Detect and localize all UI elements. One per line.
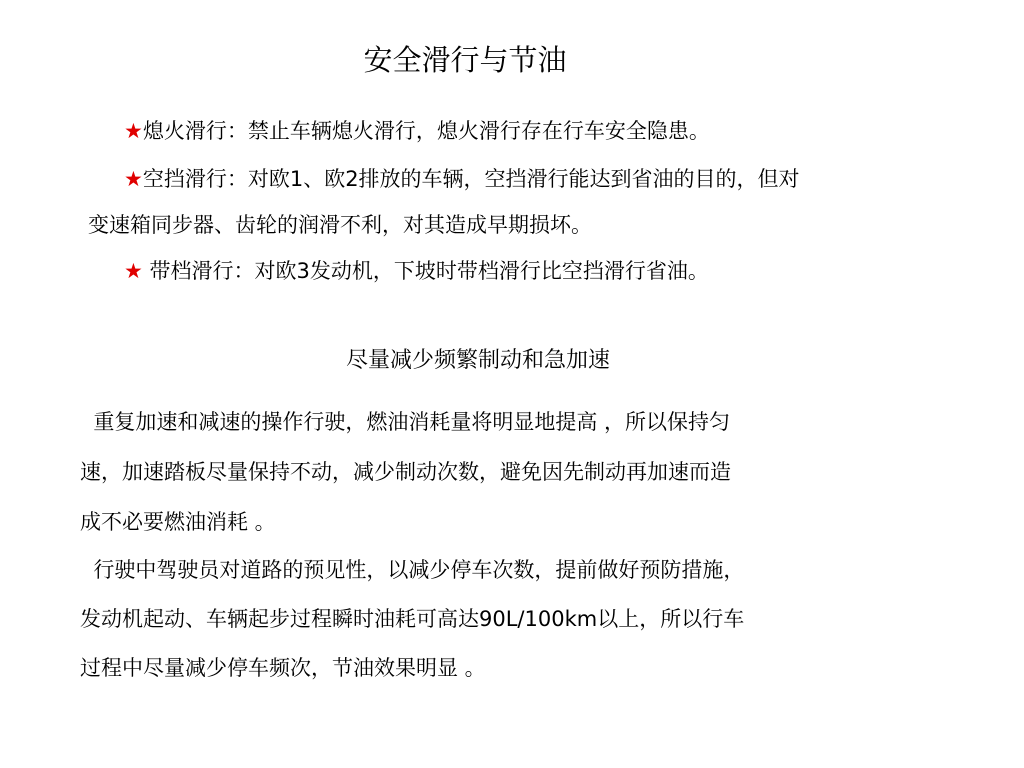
bullet-engine-off-coasting [124, 116, 710, 146]
bullet-in-gear-coasting [124, 256, 709, 286]
bullet-neutral-coasting [124, 164, 800, 194]
star-icon: ★ [124, 167, 143, 191]
paragraph-2-line-3: 过程中尽量减少停车频次，节油效果明显 。 [80, 656, 486, 680]
paragraph-1-line-1: 重复加速和减速的操作行驶，燃油消耗量将明显地提高 ，所以保持匀 [80, 410, 731, 434]
bullet-text-line1: 空挡滑行：对欧1、欧2排放的车辆，空挡滑行能达到省油的目的，但对 [142, 167, 800, 191]
paragraph-1-line-2: 速，加速踏板尽量保持不动，减少制动次数，避免因先制动再加速而造 [80, 460, 731, 484]
paragraph-2-line-1: 行驶中驾驶员对道路的预见性，以减少停车次数，提前做好预防措施， [80, 558, 745, 582]
star-icon: ★ [124, 119, 143, 143]
bullet-neutral-coasting-line2: 变速箱同步器、齿轮的润滑不利，对其造成早期损坏。 [88, 213, 592, 237]
star-icon: ★ [124, 259, 143, 283]
paragraph-2-line-2: 发动机起动、车辆起步过程瞬时油耗可高达90L/100km以上，所以行车 [80, 607, 745, 631]
bullet-text: 带档滑行：对欧3发动机，下坡时带档滑行比空挡滑行省油。 [142, 259, 709, 283]
section-title-reduce-braking: 尽量减少频繁制动和急加速 [345, 348, 610, 373]
section-title-safe-coasting: 安全滑行与节油 [363, 43, 567, 77]
paragraph-1-line-3: 成不必要燃油消耗 。 [80, 510, 276, 534]
bullet-text: 熄火滑行：禁止车辆熄火滑行，熄火滑行存在行车安全隐患。 [142, 119, 710, 143]
